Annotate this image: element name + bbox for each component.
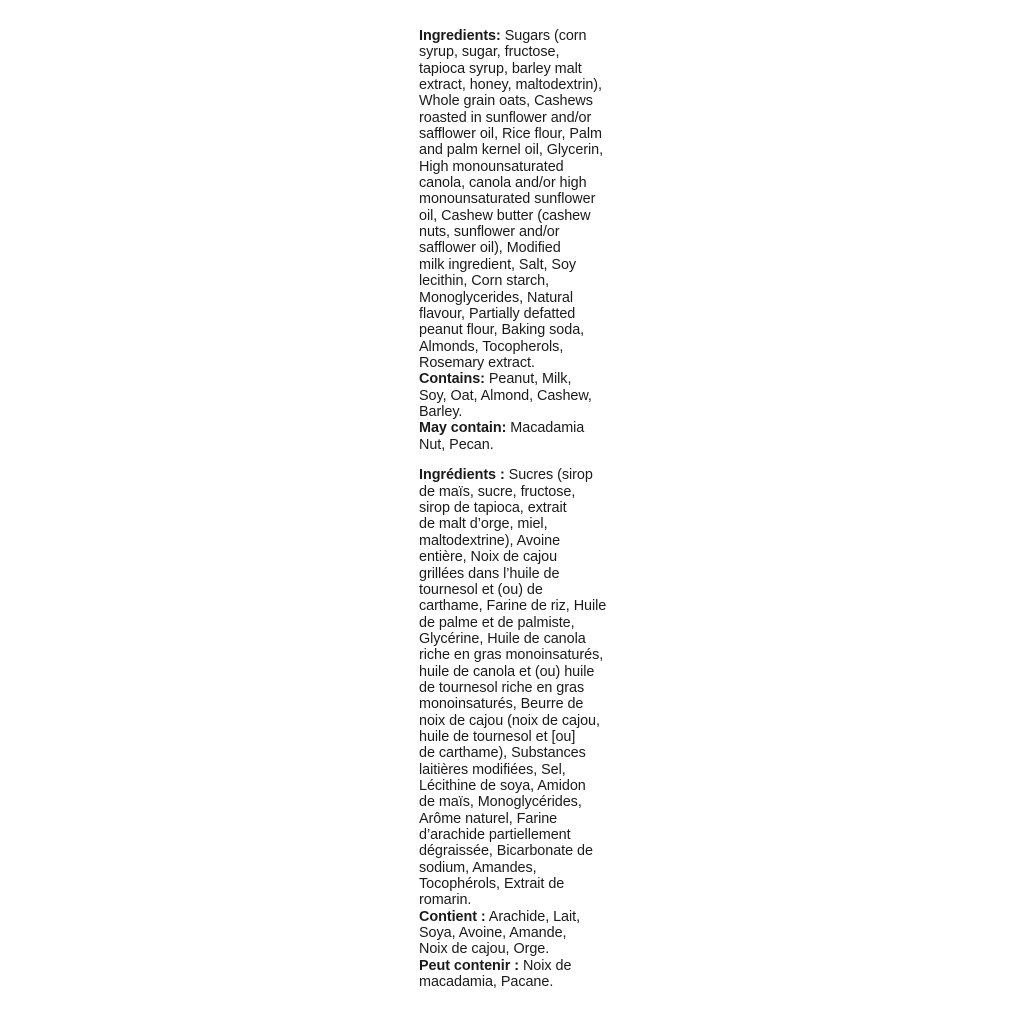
french-ingredients-heading: Ingrédients : [419, 467, 505, 484]
french-ingredients-line: de malt d’orge, miel, [419, 516, 548, 533]
french-ingredients-line: Arôme naturel, Farine [419, 810, 558, 827]
english-ingredients-line: flavour, Partially defatted [419, 305, 576, 322]
english-ingredients-text: Sugars (corn [500, 28, 587, 44]
english-ingredients-line: and palm kernel oil, Glycerin, [419, 142, 604, 159]
english-ingredients-line: monounsaturated sunflower [419, 191, 596, 208]
french-contains-text: Arachide, Lait, [485, 908, 581, 925]
french-ingredients-line: Tocophérols, Extrait de [419, 876, 565, 893]
french-ingredients-line: de palme et de palmiste, [419, 614, 575, 631]
english-may-contain-heading: May contain: [419, 420, 507, 437]
english-ingredients-line: milk ingredient, Salt, Soy [419, 256, 577, 273]
english-ingredients-line: Rosemary extract. [419, 354, 535, 371]
french-ingredients-line: Lécithine de soya, Amidon [419, 777, 586, 794]
french-contains-line: Soya, Avoine, Amande, [419, 925, 567, 942]
french-may-contain-line [419, 958, 611, 974]
french-ingredients-line: entière, Noix de cajou [419, 549, 558, 566]
french-ingredients-line: d’arachide partiellement [419, 827, 571, 843]
french-ingredients-line: de maïs, sucre, fructose, [419, 483, 576, 500]
english-contains-heading: Contains: [419, 371, 485, 388]
french-ingredients-text: Sucres (sirop [504, 467, 593, 484]
english-may-contain-text: Macadamia [506, 420, 585, 437]
french-ingredients-line: romarin. [419, 892, 472, 909]
english-ingredients-line: oil, Cashew butter (cashew [419, 207, 591, 224]
english-ingredients-block [419, 28, 611, 453]
french-ingredients-line: de maïs, Monoglycérides, [419, 794, 582, 811]
french-ingredients-line: grillées dans l’huile de [419, 565, 560, 582]
english-ingredients-line: Monoglycerides, Natural [419, 289, 574, 306]
french-ingredients-block [419, 467, 611, 990]
english-ingredients-line [419, 28, 611, 44]
french-ingredients-line: laitières modifiées, Sel, [419, 761, 566, 778]
english-ingredients-line: roasted in sunflower and/or [419, 109, 592, 126]
french-ingredients-line: noix de cajou (noix de cajou, [419, 712, 600, 729]
french-ingredients-line: riche en gras monoinsaturés, [419, 647, 604, 664]
english-contains-line [419, 371, 611, 387]
english-ingredients-line: safflower oil, Rice flour, Palm [419, 126, 602, 143]
english-may-contain-line [419, 420, 611, 436]
french-ingredients-line: Glycérine, Huile de canola [419, 630, 586, 647]
english-ingredients-line: lecithin, Corn starch, [419, 273, 550, 290]
french-ingredients-line: sodium, Amandes, [419, 859, 537, 876]
french-ingredients-line: tournesol et (ou) de [419, 581, 543, 598]
french-ingredients-line: maltodextrine), Avoine [419, 532, 561, 549]
english-ingredients-line: canola, canola and/or high [419, 175, 587, 192]
english-contains-text: Peanut, Milk, [484, 371, 572, 388]
french-may-contain-text: Noix de [519, 957, 572, 974]
french-contains-heading: Contient : [419, 908, 486, 925]
french-ingredients-line: de carthame), Substances [419, 745, 586, 762]
french-ingredients-line: dégraissée, Bicarbonate de [419, 843, 593, 860]
english-ingredients-line: Whole grain oats, Cashews [419, 93, 593, 110]
english-ingredients-line: extract, honey, maltodextrin), [419, 77, 602, 94]
english-contains-line: Barley. [419, 403, 463, 420]
english-contains-line: Soy, Oat, Almond, Cashew, [419, 387, 592, 404]
french-ingredients-line: carthame, Farine de riz, Huile [419, 598, 607, 615]
french-ingredients-line: sirop de tapioca, extrait [419, 500, 567, 517]
ingredient-label-panel [419, 28, 611, 990]
english-ingredients-line: tapioca syrup, barley malt [419, 60, 582, 77]
english-ingredients-line: Almonds, Tocopherols, [419, 338, 564, 355]
french-ingredients-line: huile de canola et (ou) huile [419, 663, 595, 680]
french-contains-line [419, 909, 611, 925]
french-ingredients-line [419, 467, 611, 483]
french-ingredients-line: huile de tournesol et [ou] [419, 728, 576, 745]
french-ingredients-line: monoinsaturés, Beurre de [419, 696, 584, 713]
english-ingredients-line: peanut flour, Baking soda, [419, 322, 585, 339]
english-may-contain-line: Nut, Pecan. [419, 436, 494, 453]
french-contains-line: Noix de cajou, Orge. [419, 941, 550, 958]
french-may-contain-line: macadamia, Pacane. [419, 974, 554, 991]
english-ingredients-line: nuts, sunflower and/or [419, 224, 560, 241]
english-ingredients-line: safflower oil), Modified [419, 240, 561, 257]
french-ingredients-line: de tournesol riche en gras [419, 679, 585, 696]
english-ingredients-line: High monounsaturated [419, 158, 564, 175]
french-may-contain-heading: Peut contenir : [419, 957, 519, 974]
english-ingredients-heading: Ingredients: [419, 28, 501, 44]
english-ingredients-line: syrup, sugar, fructose, [419, 44, 560, 61]
